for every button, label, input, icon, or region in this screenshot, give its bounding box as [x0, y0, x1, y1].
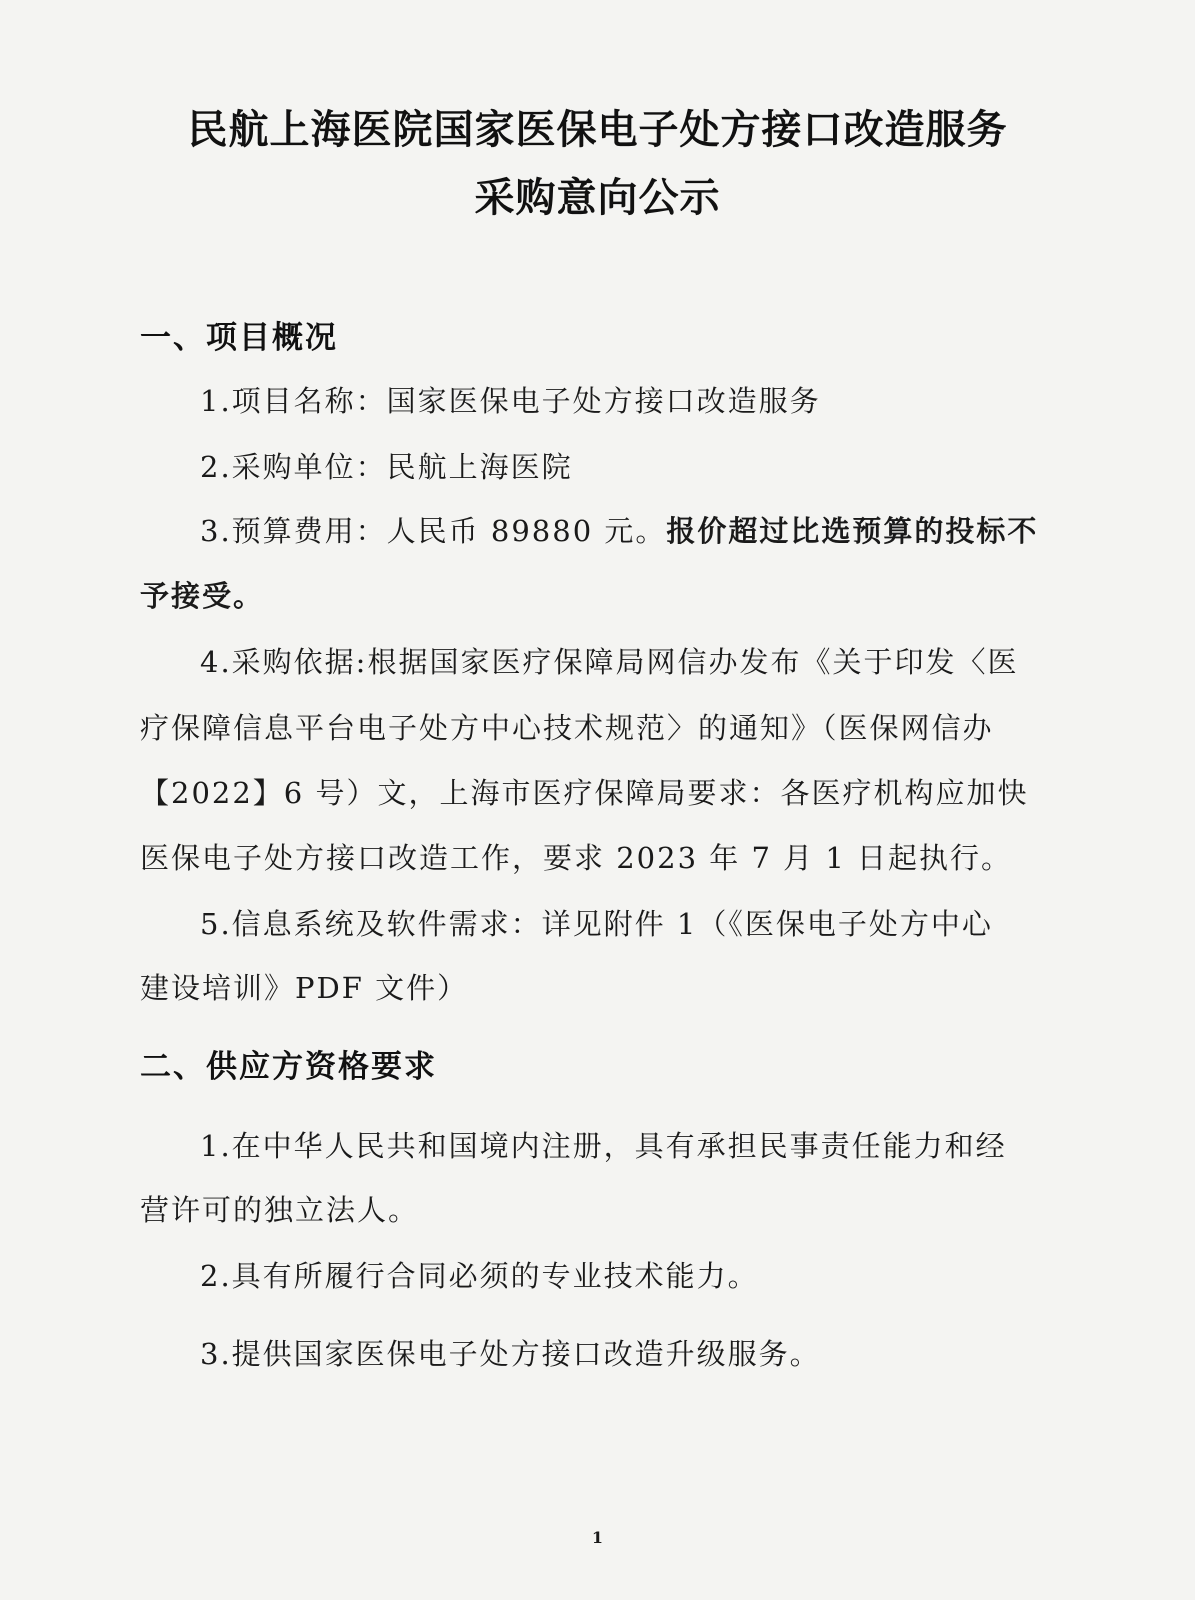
section1-item4-l3: 【2022】6 号）文，上海市医疗保障局要求：各医疗机构应加快 [140, 776, 1029, 810]
item3-note: 报价超过比选预算的投标不 [666, 514, 1039, 548]
item3-note-cont: 予接受。 [140, 579, 265, 613]
section1-item4-l4: 医保电子处方接口改造工作，要求 2023 年 7 月 1 日起执行。 [140, 841, 1013, 875]
section1-item4-l1: 4.采购依据:根据国家医疗保障局网信办发布《关于印发〈医 [200, 645, 1019, 679]
section1-item4-l2: 疗保障信息平台电子处方中心技术规范〉的通知》（医保网信办 [140, 711, 994, 745]
section1-item5-l2: 建设培训》PDF 文件） [140, 971, 469, 1005]
item3-budget: 3.预算费用：人民币 89880 元。 [200, 514, 667, 548]
section1-item5-l1: 5.信息系统及软件需求：详见附件 1（《医保电子处方中心 [200, 907, 993, 941]
page-number: 1 [591, 1528, 604, 1547]
section2-item1-l2: 营许可的独立法人。 [140, 1193, 420, 1227]
section2-item1-l1: 1.在中华人民共和国境内注册，具有承担民事责任能力和经 [200, 1129, 1007, 1163]
section1-heading: 一、项目概况 [140, 320, 338, 356]
section1-item2: 2.采购单位：民航上海医院 [200, 450, 573, 484]
document-title-line1: 民航上海医院国家医保电子处方接口改造服务 [187, 107, 1008, 153]
section1-item3 [200, 509, 1039, 550]
section1-item1: 1.项目名称：国家医保电子处方接口改造服务 [200, 384, 821, 418]
section2-item2: 2.具有所履行合同必须的专业技术能力。 [200, 1259, 759, 1293]
section2-heading: 二、供应方资格要求 [140, 1049, 437, 1085]
document-title-line2: 采购意向公示 [474, 175, 721, 221]
section2-item3: 3.提供国家医保电子处方接口改造升级服务。 [200, 1337, 821, 1371]
